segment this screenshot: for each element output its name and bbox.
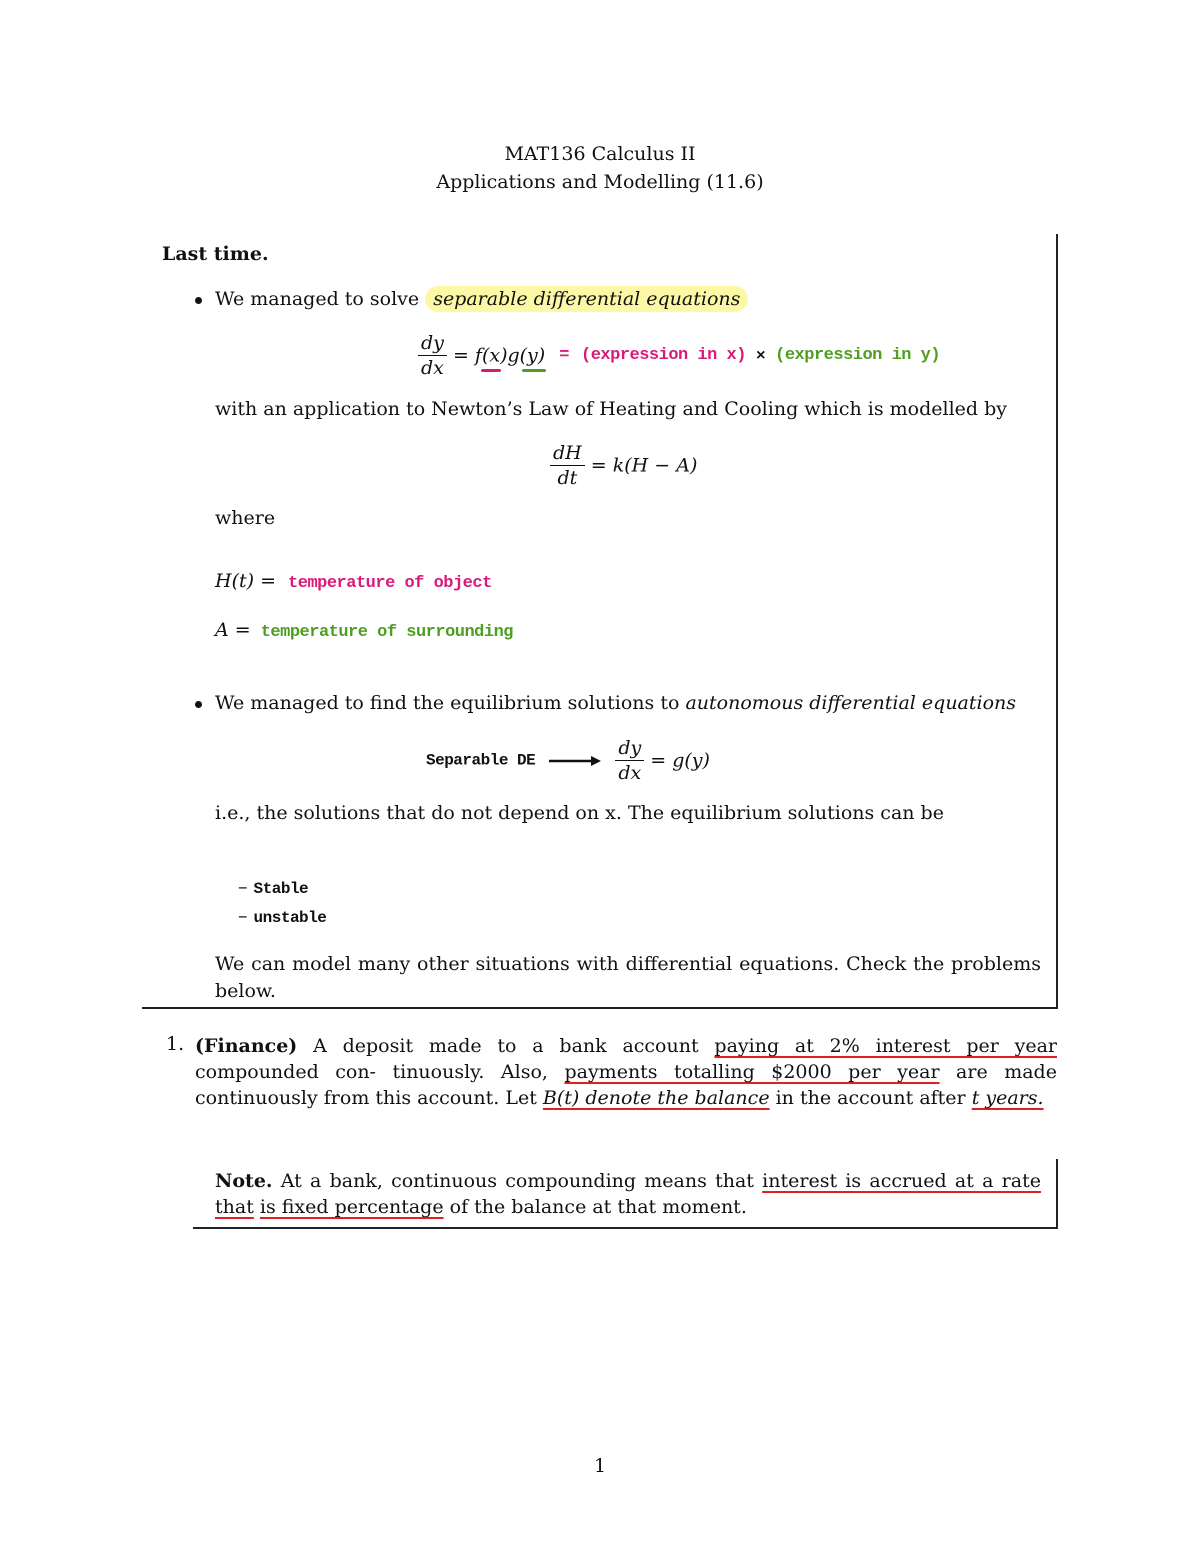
unstable-annotation: unstable <box>253 909 327 927</box>
box-bottom-border <box>142 1007 1058 1009</box>
dy-dx-fraction: $\frac{dy}{dx}$ <box>418 331 447 380</box>
fx-underline-mark <box>481 369 501 372</box>
page-number: 1 <box>593 1455 607 1477</box>
annotation-expression-x: (expression in x) <box>581 346 746 365</box>
lecture-title: Applications and Modelling (11.6) <box>436 171 764 193</box>
bullet-icon <box>195 297 202 304</box>
dash-item-stable: – Stable <box>238 876 309 898</box>
problem1-text-b: compounded con- <box>195 1061 376 1083</box>
stable-annotation: Stable <box>253 880 309 898</box>
annotation-equals: = <box>559 346 569 365</box>
note-text <box>215 1168 1041 1220</box>
ie-text: i.e., the solutions that do not depend on x. The equilibrium solutions can be <box>215 802 944 824</box>
underline-t-years: t years. <box>971 1087 1044 1109</box>
problem1-text-c: tinuously. Also, <box>392 1061 548 1083</box>
problem1-text-f: in the account after <box>775 1087 966 1109</box>
underline-interest-rate: paying at 2% interest per year <box>714 1035 1057 1057</box>
bullet-icon <box>195 701 202 708</box>
problem1-text <box>195 1033 1057 1111</box>
a-definition <box>215 619 513 642</box>
problem1-text-a: A deposit made to a bank account <box>313 1035 699 1057</box>
arrow-right-icon <box>547 754 603 768</box>
annotation-expression-y: (expression in y) <box>775 346 941 365</box>
separable-highlight: separable differential equations <box>425 286 748 312</box>
autonomous-emph: autonomous differential equations <box>685 692 1017 714</box>
h-annotation: temperature of object <box>288 574 492 593</box>
underline-balance: B(t) denote the balance <box>542 1087 770 1109</box>
note-text-a: At a bank, continuous compounding means that <box>280 1170 754 1192</box>
problem1-text-e: Let <box>505 1087 537 1109</box>
last-time-heading: Last time. <box>162 243 269 265</box>
note-box-bottom-border <box>193 1227 1058 1229</box>
autonomous-equation <box>426 736 710 785</box>
note-text-b: of the balance at that moment. <box>449 1196 747 1218</box>
a-annotation: temperature of surrounding <box>260 623 513 642</box>
problem-number: 1. <box>166 1033 185 1055</box>
autonomous-rhs: = g(y) <box>650 749 710 772</box>
note-box-right-border <box>1056 1159 1058 1228</box>
h-definition <box>215 570 492 593</box>
problem1-text-d: are made continuously from this account. <box>195 1061 1057 1109</box>
newton-rhs: = k(H − A) <box>590 454 698 477</box>
application-text: with an application to Newton’s Law of Heating and Cooling which is modelled by <box>215 398 1007 420</box>
gy-underline-mark <box>522 369 546 372</box>
separable-equation <box>418 331 940 380</box>
problem1-title: (Finance) <box>195 1035 298 1057</box>
dy-dx-fraction: $\frac{dy}{dx}$ <box>615 736 644 785</box>
bullet2-text <box>215 692 1016 714</box>
dh-dt-fraction: $\frac{dH}{dt}$ <box>550 441 585 490</box>
separable-de-annotation: Separable DE <box>426 751 536 770</box>
separable-rhs: = f(x)g(y) <box>452 344 546 367</box>
dash-item-unstable: – unstable <box>238 905 327 927</box>
where-text: where <box>215 507 276 529</box>
bullet1-text <box>215 288 748 310</box>
underline-payments: payments totalling $2000 per year <box>564 1061 940 1083</box>
underline-interest-accrued: interest is accrued at a rate that <box>215 1170 1041 1218</box>
underline-fixed-percentage: is fixed percentage <box>259 1196 444 1218</box>
box-right-border <box>1056 234 1058 1009</box>
note-label: Note. <box>215 1170 273 1192</box>
annotation-times: × <box>756 346 766 365</box>
bullet2-prefix: We managed to find the equilibrium solutions to <box>215 692 680 714</box>
a-label: A = <box>215 619 251 641</box>
h-label: H(t) = <box>215 570 276 592</box>
newton-equation <box>550 441 697 490</box>
course-title: MAT136 Calculus II <box>504 143 696 165</box>
closing-text: We can model many other situations with differential equations. Check the problems below. <box>215 953 1041 1002</box>
bullet1-prefix: We managed to solve <box>215 288 420 310</box>
